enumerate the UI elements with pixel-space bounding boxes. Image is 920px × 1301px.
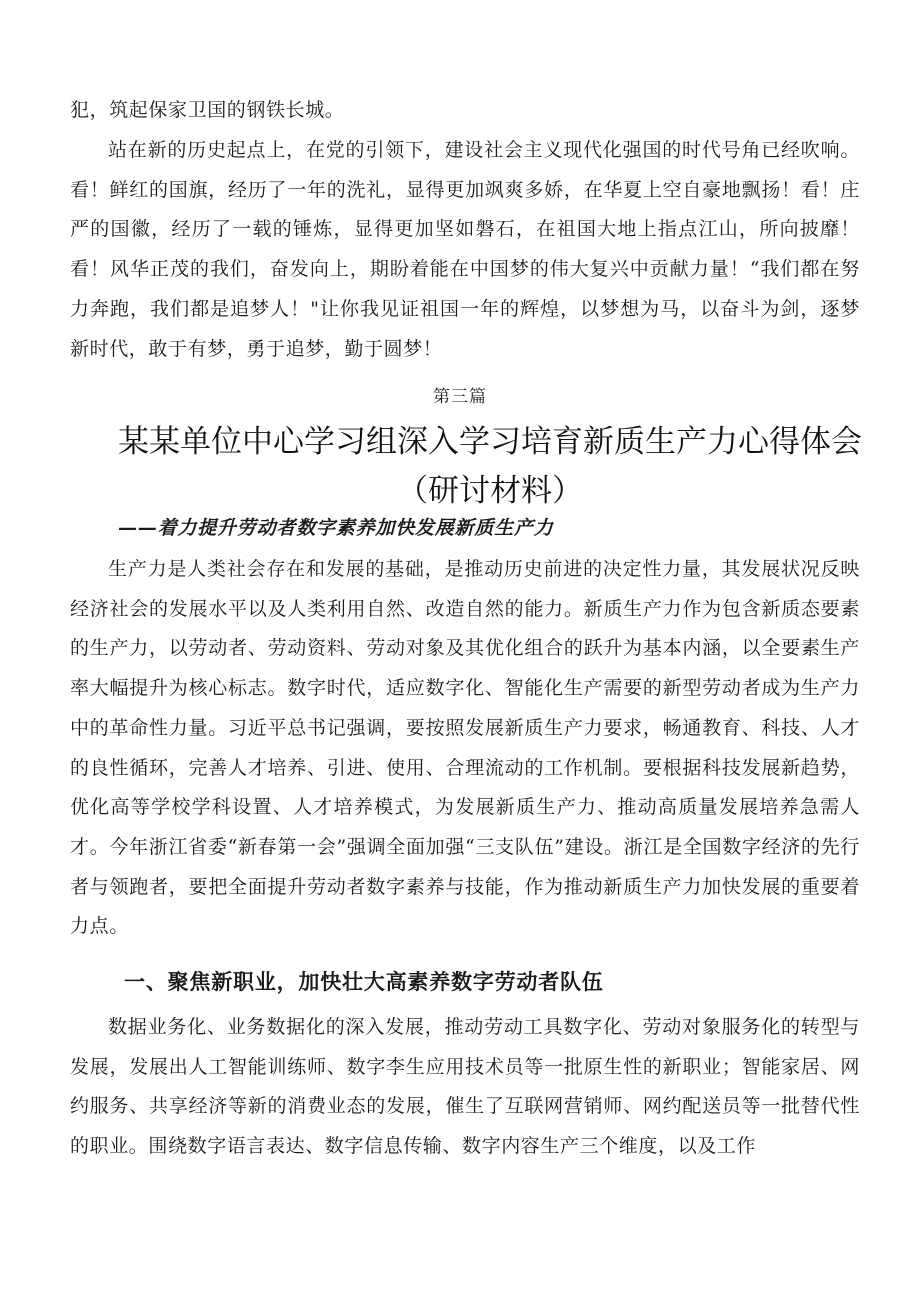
intro-paragraph: 生产力是人类社会存在和发展的基础，是推动历史前进的决定性力量，其发展状况反映经济社会的发展水平以及人类利用自然、改造自然的能力。新质生产力作为包含新质态要素的生产力，以劳动者、劳动资料、劳动对象及其优化组合的跃升为基本内涵，以全要素生产率大幅提升为核心标志。数字时代，适应数字化、智能化生产需要的新型劳动者成为生产力中的革命性力量。习近平总书记强调，要按照发展新质生产力要求，畅通教育、科技、人才的良性循环，完善人才培养、引进、使用、合理流动的工作机制。要根据科技发展新趋势，优化高等学校学科设置、人才培养模式，为发展新质生产力、推动高质量发展培养急需人才。今年浙江省委“新春第一会”强调全面加强“三支队伍”建设。浙江是全国数字经济的先行者与领跑者，要把全面提升劳动者数字素养与技能，作为推动新质生产力加快发展的重要着力点。 [70,558,860,938]
section-label: 第三篇 [433,387,487,407]
document-title: 某某单位中心学习组深入学习培育新质生产力心得体会（研讨材料） [118,424,862,509]
history-paragraph: 站在新的历史起点上，在党的引领下，建设社会主义现代化强国的时代号角已经吹响。看！鲜红的国旗，经历了一年的洗礼，显得更加飒爽多娇，在华夏上空自豪地飘扬！看！庄严的国徽，经历了一载的锤炼，显得更加坚如磐石，在祖国大地上指点江山，所向披靡！看！风华正茂的我们，奋发向上，期盼着能在中国梦的伟大复兴中贡献力量！“我们都在努力奔跑，我们都是追梦人！"让你我见证祖国一年的辉煌，以梦想为马，以奋斗为剑，逐梦新时代，敢于有梦，勇于追梦，勤于圆梦！ [70,139,860,360]
continuation-paragraph: 犯，筑起保家卫国的钢铁长城。 [70,99,345,121]
document-subtitle: ——着力提升劳动者数字素养加快发展新质生产力 [118,517,554,539]
new-jobs-paragraph: 数据业务化、业务数据化的深入发展，推动劳动工具数字化、劳动对象服务化的转型与发展，发展出人工智能训练师、数字李生应用技术员等一批原生性的新职业；智能家居、网约服务、共享经济等新的消费业态的发展，催生了互联网营销师、网约配送员等一批替代性的职业。围绕数字语言表达、数字信息传输、数字内容生产三个维度，以及工作 [70,1016,860,1158]
section-heading-1: 一、聚焦新职业，加快壮大高素养数字劳动者队伍 [124,969,604,994]
